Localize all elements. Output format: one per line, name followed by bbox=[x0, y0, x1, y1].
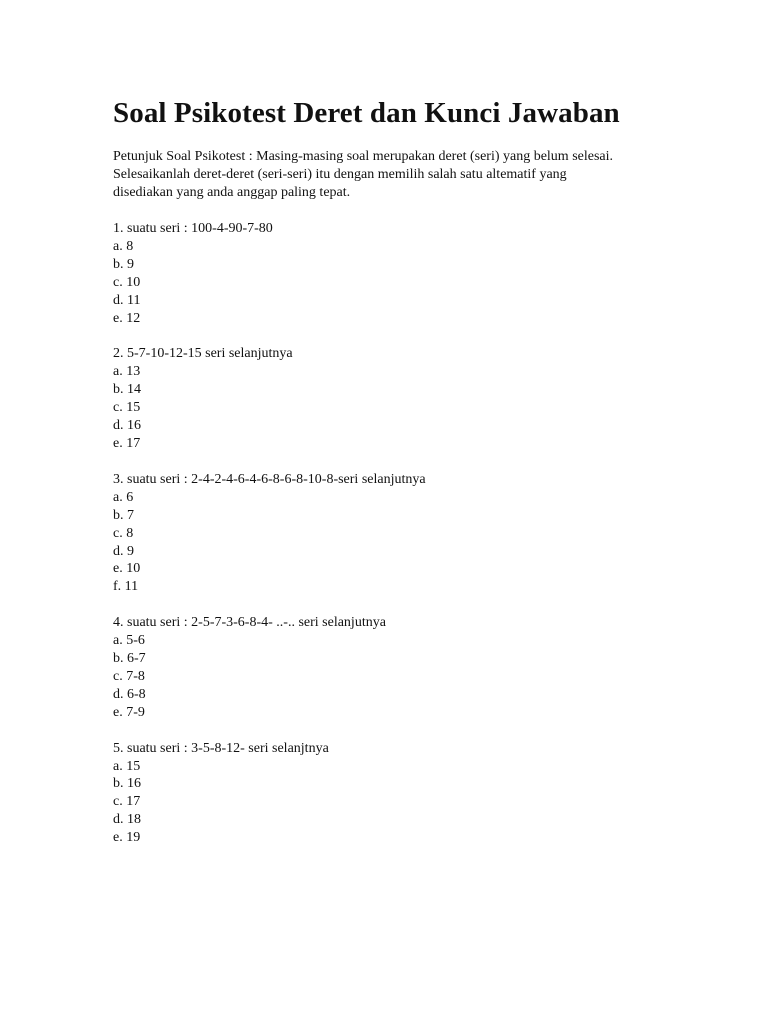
answer-option: a. 8 bbox=[113, 238, 134, 254]
question-5 bbox=[113, 740, 673, 847]
answer-option: d. 6-8 bbox=[113, 686, 146, 702]
answer-option: b. 9 bbox=[113, 256, 134, 272]
answer-option: a. 5-6 bbox=[113, 633, 145, 649]
answer-option: e. 7-9 bbox=[113, 704, 145, 720]
answer-option: c. 15 bbox=[113, 400, 141, 416]
question-text: 1. suatu seri : 100-4-90-7-80 bbox=[113, 221, 273, 236]
answer-option: c. 10 bbox=[113, 274, 141, 290]
answer-option: e. 10 bbox=[113, 561, 141, 577]
answer-option: b. 6-7 bbox=[113, 651, 146, 667]
question-text: 2. 5-7-10-12-15 seri selanjutnya bbox=[113, 346, 293, 362]
answer-option: c. 17 bbox=[113, 794, 141, 810]
answer-option: d. 18 bbox=[113, 812, 141, 828]
question-text: 4. suatu seri : 2-5-7-3-6-8-4- ..-.. seri selanjutnya bbox=[113, 615, 386, 631]
answer-option: e. 12 bbox=[113, 310, 141, 326]
intro-line: disediakan yang anda anggap paling tepat. bbox=[113, 185, 351, 200]
answer-option: d. 11 bbox=[113, 292, 141, 308]
answer-option: b. 14 bbox=[113, 382, 141, 398]
question-3 bbox=[113, 471, 673, 596]
answer-option: a. 15 bbox=[113, 758, 141, 774]
document-page bbox=[113, 96, 673, 847]
answer-option: e. 19 bbox=[113, 830, 141, 846]
question-text: 3. suatu seri : 2-4-2-4-6-4-6-8-6-8-10-8-seri selanjutnya bbox=[113, 471, 426, 487]
answer-option: e. 17 bbox=[113, 435, 141, 451]
answer-option: f. 11 bbox=[113, 579, 139, 595]
answer-option: b. 16 bbox=[113, 776, 141, 792]
answer-option: a. 6 bbox=[113, 489, 134, 505]
answer-option: d. 9 bbox=[113, 543, 134, 559]
answer-option: c. 8 bbox=[113, 525, 134, 541]
question-2 bbox=[113, 345, 673, 452]
intro-line: Selesaikanlah deret-deret (seri-seri) itu dengan memilih salah satu altematif yang bbox=[113, 167, 567, 182]
answer-option: a. 13 bbox=[113, 364, 141, 380]
intro-paragraph bbox=[113, 148, 673, 202]
question-text: 5. suatu seri : 3-5-8-12- seri selanjtnya bbox=[113, 740, 329, 756]
answer-option: d. 16 bbox=[113, 418, 141, 434]
answer-option: b. 7 bbox=[113, 507, 134, 523]
document-title: Soal Psikotest Deret dan Kunci Jawaban bbox=[113, 97, 620, 129]
question-4 bbox=[113, 614, 673, 721]
intro-line: Petunjuk Soal Psikotest : Masing-masing soal merupakan deret (seri) yang belum selesai. bbox=[113, 149, 614, 164]
question-1 bbox=[113, 220, 673, 327]
answer-option: c. 7-8 bbox=[113, 668, 145, 684]
